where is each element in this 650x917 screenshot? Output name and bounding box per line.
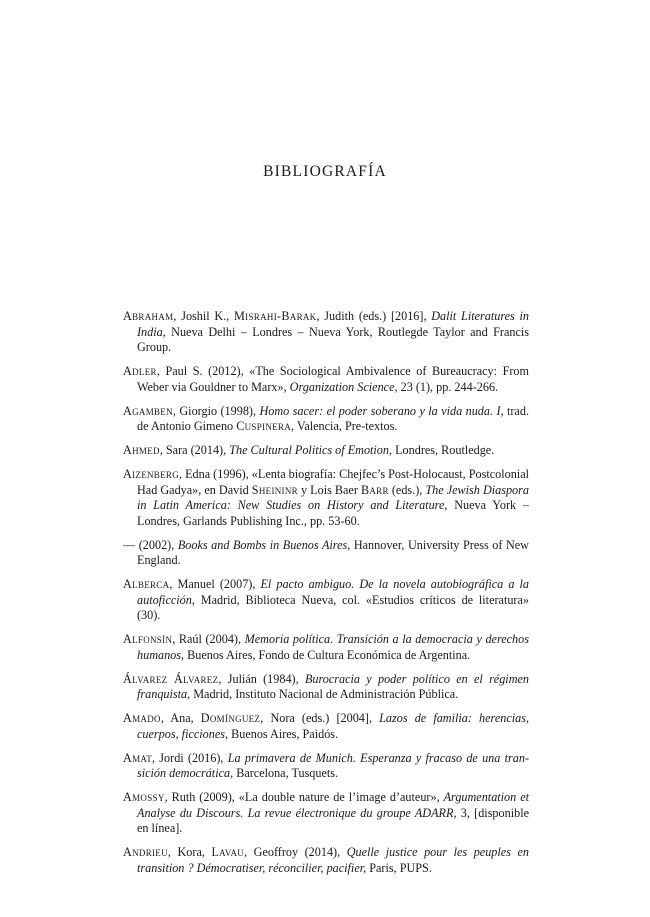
citation-text: , Geoffroy (2014), bbox=[244, 845, 347, 859]
work-title: The Jewish Diaspora in Latin America: New Studies on History and Literature bbox=[137, 482, 529, 512]
work-title: Dalit Literatures in India bbox=[137, 309, 529, 339]
citation-text: , Julián (1984), bbox=[218, 671, 305, 686]
work-title: The Cultural Politics of Emotion bbox=[229, 443, 389, 457]
bibliography-entry bbox=[123, 845, 529, 876]
author-surname: Lavau bbox=[211, 845, 245, 859]
citation-text: Paris, PUPS. bbox=[366, 860, 432, 875]
citation-text: , 23 (1), pp. 244-266. bbox=[394, 379, 499, 394]
citation-text: , Ana, bbox=[160, 711, 201, 725]
author-surname: Domínguez bbox=[200, 711, 261, 725]
citation-text: , Nora (eds.) [2004], bbox=[260, 711, 380, 725]
work-title: Books and Bombs in Buenos Aires bbox=[177, 537, 348, 552]
page-title: BIBLIOGRAFÍA bbox=[263, 163, 387, 180]
citation-text: , Buenos Aires, Paidós. bbox=[225, 726, 339, 741]
author-surname: Adler bbox=[123, 364, 157, 378]
work-title: Lazos de familia: herencias, cuerpos, ficciones bbox=[137, 711, 530, 741]
work-title: Organization Science bbox=[289, 379, 395, 394]
citation-text: , Joshil K., bbox=[173, 309, 235, 323]
bibliography-entry bbox=[123, 577, 529, 624]
author-surname: Amado bbox=[123, 711, 161, 725]
bibliography-entry bbox=[123, 790, 529, 837]
citation-text: , Judith (eds.) [2016], bbox=[316, 309, 432, 323]
author-surname: Abraham bbox=[123, 309, 174, 323]
citation-text: , Hannover, University Press of New England. bbox=[137, 537, 529, 567]
citation-text: , trad. de Antonio Gimeno bbox=[137, 403, 529, 433]
author-surname: Sheininr bbox=[251, 482, 298, 497]
work-title: Argumentation et Analyse du Discours. La revue électronique du groupe ADARR bbox=[137, 790, 529, 820]
work-title: Burocracia y poder político en el régimen franquista bbox=[137, 671, 530, 701]
bibliography-entry bbox=[123, 404, 529, 435]
bibliography-entry bbox=[123, 538, 529, 569]
citation-text: , Sara (2014), bbox=[159, 443, 230, 457]
work-title: El pacto ambiguo. De la novela autobiográfica a la autoficción bbox=[137, 577, 529, 607]
work-title: Quelle justice pour les peuples en transition ? Démocratiser, réconcilier, pacifier, bbox=[137, 845, 529, 875]
bibliography-entry bbox=[123, 364, 529, 395]
bibliography-entry bbox=[123, 751, 529, 782]
citation-text: , Londres, Routledge. bbox=[389, 443, 495, 457]
citation-text: , Raúl (2004), bbox=[172, 632, 245, 646]
citation-text: , Manuel (2007), bbox=[169, 577, 261, 591]
citation-text: — (2002), bbox=[123, 537, 178, 552]
citation-text: , Giorgio (1998), bbox=[172, 403, 260, 418]
citation-text: , Madrid, Instituto Nacional de Administración Pública. bbox=[187, 687, 459, 701]
work-title: La primavera de Munich. Esperanza y fracaso de una transición democrática bbox=[137, 750, 529, 780]
citation-text: , Barcelona, Tusquets. bbox=[230, 766, 339, 780]
author-surname: Andrieu bbox=[123, 845, 168, 859]
citation-text: , Nueva Delhi – Londres – Nueva York, Routlegde Taylor and Francis Group. bbox=[137, 324, 529, 354]
author-surname: Cuspinera bbox=[236, 419, 292, 433]
author-surname: Aizenberg bbox=[123, 467, 179, 481]
author-surname: Barr bbox=[360, 482, 389, 497]
citation-text: , Ruth (2009), «La double nature de l’image d’auteur», bbox=[164, 790, 444, 804]
author-surname: Agamben bbox=[123, 403, 173, 418]
author-surname: Amat bbox=[123, 750, 153, 765]
bibliography-entry bbox=[123, 443, 529, 459]
author-surname: Ahmed bbox=[123, 443, 160, 457]
citation-text: , Edna (1996), «Lenta biografía: Chejfec’s Post-Holocaust, Postcolonial Had Gadya», en David bbox=[137, 467, 529, 497]
citation-text: , Valencia, Pre-textos. bbox=[291, 419, 398, 433]
work-title: Memoria política. Transición a la democracia y derechos humanos bbox=[137, 632, 529, 662]
citation-text: , 3, [disponible en línea]. bbox=[137, 805, 529, 835]
citation-text: , Madrid, Biblioteca Nueva, col. «Estudios críticos de literatura» (30). bbox=[137, 592, 529, 622]
bibliography-entry bbox=[123, 632, 529, 663]
author-surname: Álvarez Álvarez bbox=[123, 671, 219, 686]
citation-text: (eds.), bbox=[388, 482, 426, 497]
citation-text: , Paul S. (2012), «The Sociological Ambivalence of Bureaucracy: From Weber via Gouldner to Marx», bbox=[137, 364, 529, 394]
work-title: Homo sacer: el poder soberano y la vida nuda. I bbox=[259, 403, 501, 418]
citation-text: , Jordi (2016), bbox=[152, 750, 228, 765]
bibliography-list bbox=[123, 309, 529, 885]
citation-text: , Kora, bbox=[167, 845, 212, 859]
bibliography-entry bbox=[123, 711, 529, 742]
citation-text: y Lois Baer bbox=[297, 482, 361, 497]
citation-text: , Buenos Aires, Fondo de Cultura Económica de Argentina. bbox=[181, 647, 471, 662]
author-surname: Alberca bbox=[123, 577, 170, 591]
author-surname: Alfonsín bbox=[123, 632, 173, 646]
bibliography-entry bbox=[123, 672, 529, 703]
citation-text: , Nueva York – Londres, Garlands Publishing Inc., pp. 53-60. bbox=[137, 498, 529, 528]
bibliography-entry bbox=[123, 467, 529, 529]
author-surname: Misrahi-Barak bbox=[234, 309, 317, 323]
author-surname: Amossy bbox=[123, 790, 165, 804]
bibliography-entry bbox=[123, 309, 529, 356]
